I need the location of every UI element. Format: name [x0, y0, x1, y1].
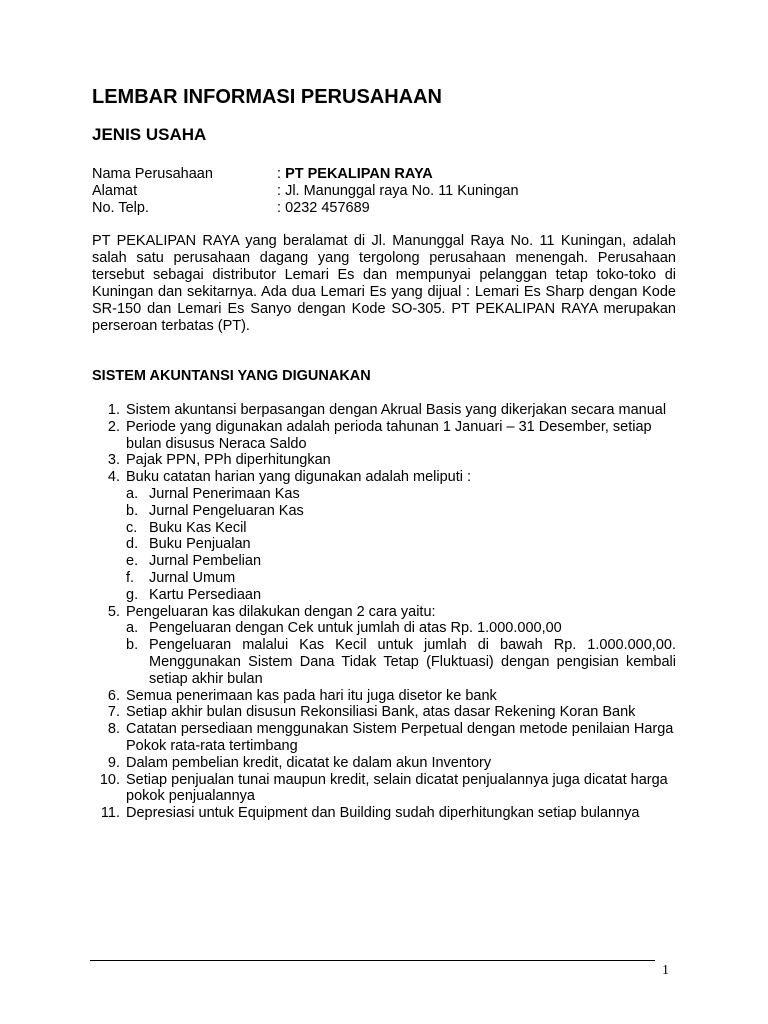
list-item [92, 772, 676, 806]
sub-list-text: Jurnal Penerimaan Kas [149, 485, 300, 502]
list-number: 5. [107, 603, 120, 620]
list-number: 1. [107, 402, 120, 418]
list-item [92, 704, 676, 721]
sub-list-letter: b. [126, 637, 139, 654]
sub-list-text: Jurnal Pengeluaran Kas [149, 502, 304, 519]
sub-list-text: Jurnal Pembelian [149, 553, 262, 570]
sub-list-letter: d. [126, 536, 139, 553]
list-number: 8. [107, 721, 120, 738]
sub-list-text: Jurnal Umum [149, 569, 236, 586]
footer-divider [90, 960, 655, 961]
list-item-text: Catatan persediaan menggunakan Sistem Perpetual dengan metode penilaian Harga Pokok rata-rata tertimbang [126, 721, 674, 754]
list-item [92, 805, 676, 822]
company-info [92, 166, 676, 217]
info-label: No. Telp. [92, 200, 149, 216]
page-title: LEMBAR INFORMASI PERUSAHAAN [92, 86, 442, 108]
list-number: 6. [107, 687, 120, 704]
list-item-text: Depresiasi untuk Equipment dan Building sudah diperhitungkan setiap bulannya [126, 805, 640, 822]
list-item-text: Setiap akhir bulan disusun Rekonsiliasi Bank, atas dasar Rekening Koran Bank [126, 704, 636, 721]
list-item-text: Pajak PPN, PPh diperhitungkan [126, 452, 331, 469]
sub-list-letter: g. [126, 586, 139, 603]
list-number: 10. [99, 771, 120, 788]
sub-list-item [126, 553, 676, 570]
sub-list-text: Buku Kas Kecil [149, 519, 247, 536]
list-number: 3. [107, 452, 120, 469]
list-item-text: Semua penerimaan kas pada hari itu juga disetor ke bank [126, 687, 497, 704]
list-item-text: Dalam pembelian kredit, dicatat ke dalam akun Inventory [126, 754, 492, 771]
accounting-system-list [92, 402, 676, 822]
list-item-text: Buku catatan harian yang digunakan adalah meliputi : [126, 469, 472, 486]
sub-list-item [126, 536, 676, 553]
sub-list-letter: e. [126, 553, 139, 570]
list-item-text: Sistem akuntansi berpasangan dengan Akrual Basis yang dikerjakan secara manual [126, 402, 667, 418]
sub-list-item [126, 520, 676, 537]
list-item [92, 755, 676, 772]
sub-list-letter: c. [126, 519, 138, 536]
info-label: Nama Perusahaan [92, 166, 213, 182]
sub-list-item [126, 570, 676, 587]
sub-list-item [126, 503, 676, 520]
company-name: PT PEKALIPAN RAYA [285, 166, 433, 182]
company-address: Jl. Manunggal raya No. 11 Kuningan [285, 183, 519, 199]
info-label: Alamat [92, 183, 138, 199]
list-number: 7. [107, 704, 120, 721]
list-item [92, 419, 676, 453]
sub-list-item [126, 620, 676, 637]
sub-list-text: Kartu Persediaan [149, 586, 262, 603]
list-number: 11. [100, 805, 120, 822]
sub-list-item [126, 637, 676, 687]
info-row-phone [92, 200, 676, 217]
list-number: 2. [107, 418, 120, 435]
list-item-text: Periode yang digunakan adalah perioda tahunan 1 Januari – 31 Desember, setiap bulan disusus Neraca Saldo [126, 418, 652, 452]
list-item [92, 452, 676, 469]
sub-list-item [126, 587, 676, 604]
list-item-text: Pengeluaran kas dilakukan dengan 2 cara yaitu: [126, 603, 436, 620]
list-item [92, 469, 676, 603]
list-item-text: Setiap penjualan tunai maupun kredit, selain dicatat penjualannya juga dicatat harga pokok penjualannya [126, 771, 668, 805]
sub-list-letter: a. [126, 620, 139, 637]
info-row-name [92, 166, 676, 183]
info-colon: : [277, 166, 286, 182]
sub-list-letter: a. [126, 485, 139, 502]
sub-list-text: Buku Penjualan [149, 536, 251, 553]
sub-list-text: Pengeluaran dengan Cek untuk jumlah di atas Rp. 1.000.000,00 [149, 620, 562, 637]
company-phone: 0232 457689 [285, 200, 370, 216]
sub-list-item [126, 486, 676, 503]
sub-list [126, 620, 676, 687]
info-colon: : [277, 183, 286, 199]
list-item [92, 402, 676, 419]
sub-list [126, 486, 676, 604]
list-item [92, 604, 676, 688]
sub-list-text: Pengeluaran malalui Kas Kecil untuk jumlah di bawah Rp. 1.000.000,00. Menggunakan Sistem Dana Tidak Tetap (Fluktuasi) dengan pengisian kembali setiap akhir bulan [149, 637, 676, 687]
company-description: PT PEKALIPAN RAYA yang beralamat di Jl. Manunggal Raya No. 11 Kuningan, adalah salah satu perusahaan dagang yang tergolong perusahaan menengah. Perusahaan tersebut sebagai distributor Lemari Es dan mempunyai pelanggan tetap toko-toko di Kuningan dan sekitarnya. Ada dua Lemari Es yang dijual : Lemari Es Sharp dengan Kode SR-150 dan Lemari Es Sanyo dengan Kode SO-305. PT PEKALIPAN RAYA merupakan perseroan terbatas (PT). [92, 233, 676, 334]
list-number: 9. [107, 754, 120, 771]
page-number: 1 [662, 963, 669, 978]
section-heading-jenis-usaha: JENIS USAHA [92, 125, 207, 144]
list-number: 4. [107, 469, 120, 486]
section-heading-sistem-akuntansi: SISTEM AKUNTANSI YANG DIGUNAKAN [92, 368, 371, 384]
sub-list-letter: b. [126, 502, 139, 519]
info-row-address [92, 183, 676, 200]
document-page [92, 86, 676, 822]
info-colon: : [277, 200, 286, 216]
sub-list-letter: f. [126, 569, 135, 586]
list-item [92, 721, 676, 755]
list-item [92, 688, 676, 705]
